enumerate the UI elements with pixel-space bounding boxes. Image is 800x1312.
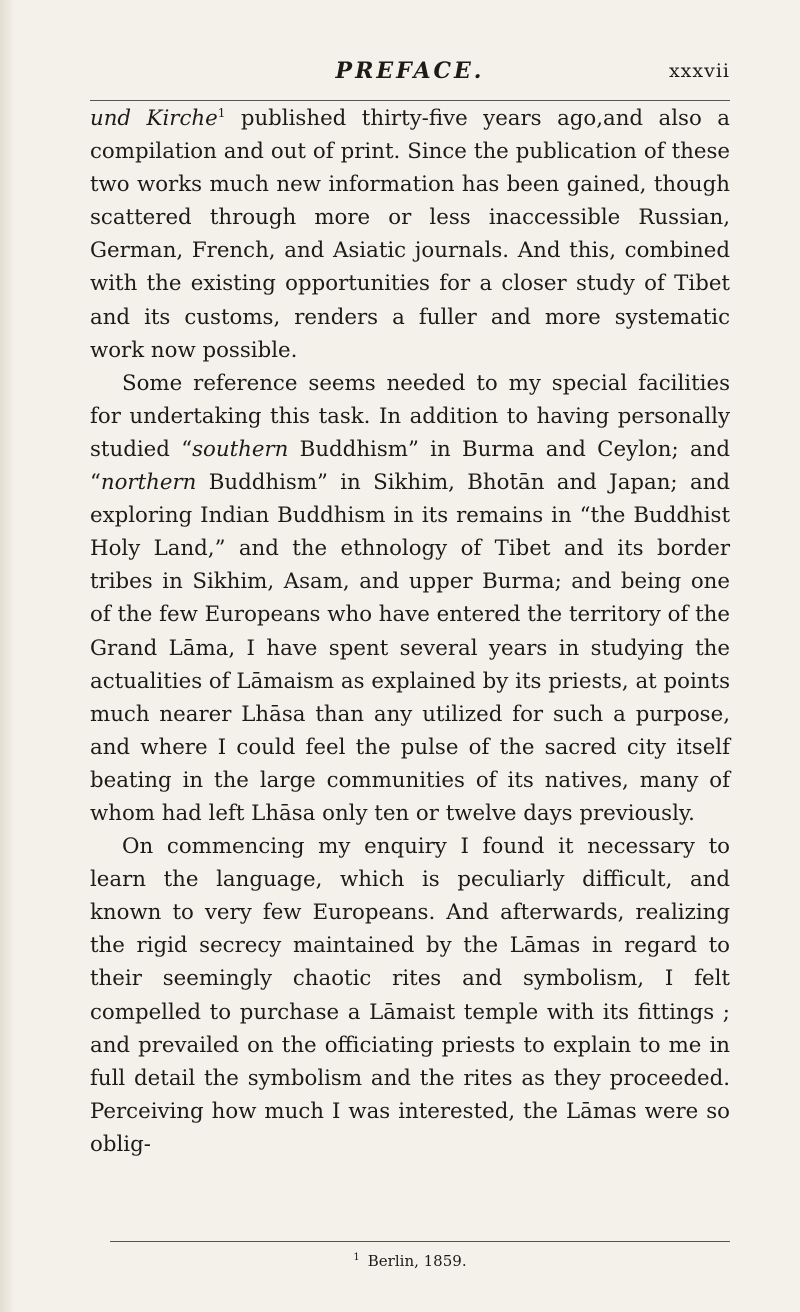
paragraph-1 <box>90 102 730 367</box>
footnote-mark: 1 <box>353 1252 360 1263</box>
page-header <box>90 58 730 88</box>
footnote-text: Berlin, 1859. <box>367 1252 467 1270</box>
italic-title: und Kirche <box>90 106 218 131</box>
body-text <box>90 102 730 1161</box>
header-rule <box>90 100 730 101</box>
italic-southern: southern <box>192 436 289 462</box>
paragraph-1-text: published thirty-five years ago,and also a compilation and out of print. Since the publication of these two works much new information has been gained, though scattered through more or less inaccessible Russian, German, French, and Asiatic journals. And this, combined with the existing opportunities for a closer study of Tibet and its customs, renders a fuller and more systematic work now possible. <box>90 106 730 363</box>
paragraph-2-text-b: Buddhism” in Burma and Ceylon; and “ <box>90 436 730 496</box>
page-number: xxxvii <box>668 60 730 82</box>
italic-northern: northern <box>100 470 197 496</box>
page-edge-shadow <box>0 0 14 1312</box>
footnote-rule <box>110 1241 730 1242</box>
paragraph-2-text-a: Some reference seems needed to my special facilities for undertaking this task. In addition to having personally studied “ <box>90 370 730 462</box>
paragraph-3: On commencing my enquiry I found it necessary to learn the language, which is peculiarly difficult, and known to very few Europeans. And afterwards, realizing the rigid secrecy maintained by the Lāmas in regard to their seemingly chaotic rites and symbolism, I felt compelled to purchase a Lāmaist temple with its fittings ; and prevailed on the officiating priests to explain to me in full detail the symbolism and the rites as they proceeded. Perceiving how much I was interested, the Lāmas were so oblig- <box>90 834 730 1157</box>
paragraph-2-text-c: Buddhism” in Sikhim, Bhotān and Japan; and exploring Indian Buddhism in its remains in “the Buddhist Holy Land,” and the ethnology of Tibet and its border tribes in Sikhim, Asam, and upper Burma; and being one of the few Europeans who have entered the territory of the Grand Lāma, I have spent several years in studying the actualities of Lāmaism as explained by its priests, at points much nearer Lhāsa than any utilized for such a purpose, and where I could feel the pulse of the sacred city itself beating in the large communities of its natives, many of whom had left Lhāsa only ten or twelve days previously. <box>90 470 730 826</box>
footnote <box>90 1252 730 1270</box>
running-title: PREFACE. <box>335 58 485 84</box>
paragraph-2 <box>90 367 730 830</box>
footnote-reference: 1 <box>217 105 226 120</box>
